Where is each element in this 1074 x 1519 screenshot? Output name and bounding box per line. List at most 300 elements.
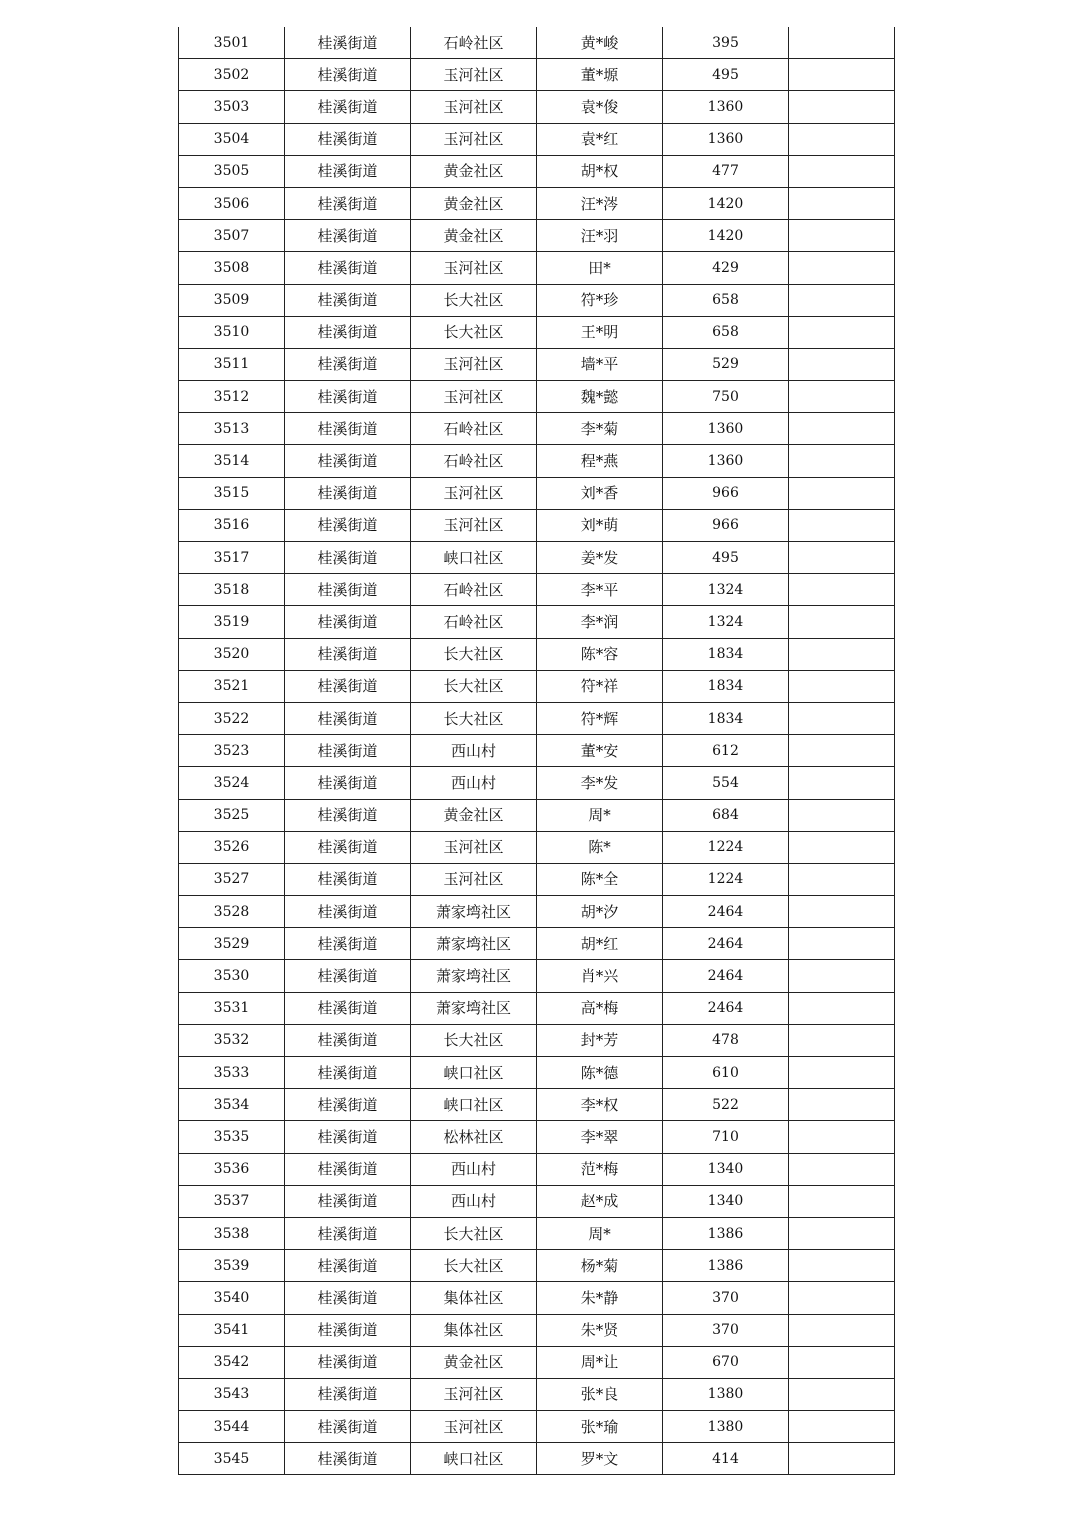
amount-cell: 1360: [663, 413, 789, 445]
table-row: [179, 670, 895, 702]
name-cell: 李*润: [537, 606, 663, 638]
amount-cell: 370: [663, 1282, 789, 1314]
subdistrict-cell: 桂溪街道: [285, 59, 411, 91]
row-number-cell: 3540: [179, 1282, 285, 1314]
remark-cell: [789, 1314, 895, 1346]
subdistrict-cell: 桂溪街道: [285, 284, 411, 316]
subdistrict-cell: 桂溪街道: [285, 1217, 411, 1249]
name-cell: 杨*菊: [537, 1250, 663, 1282]
name-cell: 王*明: [537, 316, 663, 348]
community-cell: 玉河社区: [411, 123, 537, 155]
community-cell: 玉河社区: [411, 1411, 537, 1443]
row-number-cell: 3531: [179, 992, 285, 1024]
amount-cell: 658: [663, 316, 789, 348]
remark-cell: [789, 542, 895, 574]
row-number-cell: 3515: [179, 477, 285, 509]
name-cell: 朱*静: [537, 1282, 663, 1314]
remark-cell: [789, 1282, 895, 1314]
table-row: [179, 702, 895, 734]
table-row: [179, 1250, 895, 1282]
amount-cell: 1834: [663, 638, 789, 670]
amount-cell: 2464: [663, 928, 789, 960]
subdistrict-cell: 桂溪街道: [285, 638, 411, 670]
amount-cell: 478: [663, 1024, 789, 1056]
remark-cell: [789, 252, 895, 284]
community-cell: 峡口社区: [411, 1089, 537, 1121]
name-cell: 李*权: [537, 1089, 663, 1121]
name-cell: 张*良: [537, 1378, 663, 1410]
amount-cell: 1380: [663, 1411, 789, 1443]
name-cell: 汪*羽: [537, 220, 663, 252]
table-row: [179, 316, 895, 348]
community-cell: 长大社区: [411, 638, 537, 670]
remark-cell: [789, 1443, 895, 1475]
subdistrict-cell: 桂溪街道: [285, 1185, 411, 1217]
table-row: [179, 187, 895, 219]
subdistrict-cell: 桂溪街道: [285, 799, 411, 831]
name-cell: 李*翠: [537, 1121, 663, 1153]
subdistrict-cell: 桂溪街道: [285, 606, 411, 638]
community-cell: 西山村: [411, 767, 537, 799]
remark-cell: [789, 735, 895, 767]
remark-cell: [789, 1378, 895, 1410]
amount-cell: 1360: [663, 91, 789, 123]
name-cell: 魏*懿: [537, 381, 663, 413]
row-number-cell: 3541: [179, 1314, 285, 1346]
row-number-cell: 3526: [179, 831, 285, 863]
amount-cell: 1386: [663, 1250, 789, 1282]
row-number-cell: 3511: [179, 348, 285, 380]
table-row: [179, 1217, 895, 1249]
remark-cell: [789, 799, 895, 831]
row-number-cell: 3536: [179, 1153, 285, 1185]
subdistrict-cell: 桂溪街道: [285, 220, 411, 252]
amount-cell: 1324: [663, 606, 789, 638]
name-cell: 墙*平: [537, 348, 663, 380]
amount-cell: 522: [663, 1089, 789, 1121]
community-cell: 长大社区: [411, 670, 537, 702]
subdistrict-cell: 桂溪街道: [285, 1411, 411, 1443]
subdistrict-cell: 桂溪街道: [285, 413, 411, 445]
row-number-cell: 3538: [179, 1217, 285, 1249]
remark-cell: [789, 928, 895, 960]
row-number-cell: 3516: [179, 509, 285, 541]
name-cell: 李*发: [537, 767, 663, 799]
subdistrict-cell: 桂溪街道: [285, 670, 411, 702]
remark-cell: [789, 91, 895, 123]
table-row: [179, 1024, 895, 1056]
subdistrict-cell: 桂溪街道: [285, 155, 411, 187]
amount-cell: 1324: [663, 574, 789, 606]
community-cell: 石岭社区: [411, 574, 537, 606]
table-row: [179, 1443, 895, 1475]
remark-cell: [789, 220, 895, 252]
name-cell: 董*塬: [537, 59, 663, 91]
name-cell: 汪*涔: [537, 187, 663, 219]
row-number-cell: 3517: [179, 542, 285, 574]
subdistrict-cell: 桂溪街道: [285, 1024, 411, 1056]
remark-cell: [789, 1217, 895, 1249]
subdistrict-cell: 桂溪街道: [285, 1346, 411, 1378]
table-row: [179, 27, 895, 59]
remark-cell: [789, 702, 895, 734]
amount-cell: 966: [663, 477, 789, 509]
amount-cell: 750: [663, 381, 789, 413]
community-cell: 玉河社区: [411, 1378, 537, 1410]
amount-cell: 1380: [663, 1378, 789, 1410]
row-number-cell: 3507: [179, 220, 285, 252]
community-cell: 萧家塆社区: [411, 896, 537, 928]
name-cell: 黄*峻: [537, 27, 663, 59]
name-cell: 周*让: [537, 1346, 663, 1378]
remark-cell: [789, 831, 895, 863]
name-cell: 袁*红: [537, 123, 663, 155]
subdistrict-cell: 桂溪街道: [285, 27, 411, 59]
remark-cell: [789, 1057, 895, 1089]
row-number-cell: 3523: [179, 735, 285, 767]
subdistrict-cell: 桂溪街道: [285, 381, 411, 413]
subdistrict-cell: 桂溪街道: [285, 91, 411, 123]
row-number-cell: 3530: [179, 960, 285, 992]
name-cell: 高*梅: [537, 992, 663, 1024]
amount-cell: 1834: [663, 702, 789, 734]
community-cell: 黄金社区: [411, 1346, 537, 1378]
subdistrict-cell: 桂溪街道: [285, 896, 411, 928]
amount-cell: 2464: [663, 896, 789, 928]
table-row: [179, 831, 895, 863]
remark-cell: [789, 59, 895, 91]
remark-cell: [789, 1153, 895, 1185]
remark-cell: [789, 509, 895, 541]
table-row: [179, 1153, 895, 1185]
community-cell: 长大社区: [411, 1250, 537, 1282]
amount-cell: 495: [663, 59, 789, 91]
community-cell: 玉河社区: [411, 831, 537, 863]
community-cell: 峡口社区: [411, 542, 537, 574]
row-number-cell: 3503: [179, 91, 285, 123]
community-cell: 萧家塆社区: [411, 992, 537, 1024]
community-cell: 玉河社区: [411, 252, 537, 284]
table-row: [179, 799, 895, 831]
community-cell: 集体社区: [411, 1314, 537, 1346]
remark-cell: [789, 1411, 895, 1443]
remark-cell: [789, 960, 895, 992]
remark-cell: [789, 1089, 895, 1121]
subdistrict-cell: 桂溪街道: [285, 960, 411, 992]
community-cell: 峡口社区: [411, 1443, 537, 1475]
table-row: [179, 735, 895, 767]
row-number-cell: 3534: [179, 1089, 285, 1121]
row-number-cell: 3520: [179, 638, 285, 670]
amount-cell: 529: [663, 348, 789, 380]
name-cell: 李*菊: [537, 413, 663, 445]
name-cell: 范*梅: [537, 1153, 663, 1185]
community-cell: 西山村: [411, 1153, 537, 1185]
amount-cell: 684: [663, 799, 789, 831]
remark-cell: [789, 445, 895, 477]
table-row: [179, 220, 895, 252]
community-cell: 西山村: [411, 735, 537, 767]
subdistrict-cell: 桂溪街道: [285, 702, 411, 734]
table-row: [179, 413, 895, 445]
community-cell: 黄金社区: [411, 155, 537, 187]
amount-cell: 2464: [663, 992, 789, 1024]
remark-cell: [789, 1185, 895, 1217]
name-cell: 肖*兴: [537, 960, 663, 992]
name-cell: 罗*文: [537, 1443, 663, 1475]
community-cell: 石岭社区: [411, 606, 537, 638]
table-row: [179, 638, 895, 670]
community-cell: 玉河社区: [411, 91, 537, 123]
remark-cell: [789, 27, 895, 59]
amount-cell: 1420: [663, 220, 789, 252]
amount-cell: 477: [663, 155, 789, 187]
name-cell: 陈*全: [537, 863, 663, 895]
row-number-cell: 3514: [179, 445, 285, 477]
amount-cell: 1224: [663, 863, 789, 895]
amount-cell: 1340: [663, 1185, 789, 1217]
table-row: [179, 509, 895, 541]
name-cell: 符*祥: [537, 670, 663, 702]
name-cell: 周*: [537, 799, 663, 831]
name-cell: 李*平: [537, 574, 663, 606]
subdistrict-cell: 桂溪街道: [285, 187, 411, 219]
subdistrict-cell: 桂溪街道: [285, 1121, 411, 1153]
subdistrict-cell: 桂溪街道: [285, 992, 411, 1024]
subdistrict-cell: 桂溪街道: [285, 1378, 411, 1410]
subdistrict-cell: 桂溪街道: [285, 863, 411, 895]
remark-cell: [789, 1346, 895, 1378]
amount-cell: 1340: [663, 1153, 789, 1185]
subdistrict-cell: 桂溪街道: [285, 1443, 411, 1475]
community-cell: 玉河社区: [411, 59, 537, 91]
amount-cell: 1834: [663, 670, 789, 702]
amount-cell: 1360: [663, 123, 789, 155]
community-cell: 玉河社区: [411, 863, 537, 895]
row-number-cell: 3522: [179, 702, 285, 734]
community-cell: 西山村: [411, 1185, 537, 1217]
remark-cell: [789, 1024, 895, 1056]
amount-cell: 670: [663, 1346, 789, 1378]
remark-cell: [789, 992, 895, 1024]
name-cell: 陈*容: [537, 638, 663, 670]
subdistrict-cell: 桂溪街道: [285, 445, 411, 477]
community-cell: 长大社区: [411, 1217, 537, 1249]
remark-cell: [789, 606, 895, 638]
table-row: [179, 1121, 895, 1153]
community-cell: 黄金社区: [411, 799, 537, 831]
table-row: [179, 284, 895, 316]
row-number-cell: 3513: [179, 413, 285, 445]
table-row: [179, 348, 895, 380]
row-number-cell: 3521: [179, 670, 285, 702]
remark-cell: [789, 1121, 895, 1153]
table-body: [179, 27, 895, 1475]
row-number-cell: 3519: [179, 606, 285, 638]
community-cell: 峡口社区: [411, 1057, 537, 1089]
table-row: [179, 1185, 895, 1217]
community-cell: 黄金社区: [411, 187, 537, 219]
subdistrict-cell: 桂溪街道: [285, 348, 411, 380]
name-cell: 刘*香: [537, 477, 663, 509]
amount-cell: 1420: [663, 187, 789, 219]
table-row: [179, 1346, 895, 1378]
community-cell: 玉河社区: [411, 348, 537, 380]
row-number-cell: 3509: [179, 284, 285, 316]
amount-cell: 610: [663, 1057, 789, 1089]
row-number-cell: 3501: [179, 27, 285, 59]
amount-cell: 1224: [663, 831, 789, 863]
subdistrict-cell: 桂溪街道: [285, 767, 411, 799]
name-cell: 陈*: [537, 831, 663, 863]
row-number-cell: 3524: [179, 767, 285, 799]
table-row: [179, 928, 895, 960]
remark-cell: [789, 155, 895, 187]
subdistrict-cell: 桂溪街道: [285, 123, 411, 155]
row-number-cell: 3512: [179, 381, 285, 413]
name-cell: 姜*发: [537, 542, 663, 574]
table-row: [179, 863, 895, 895]
row-number-cell: 3529: [179, 928, 285, 960]
row-number-cell: 3510: [179, 316, 285, 348]
amount-cell: 554: [663, 767, 789, 799]
row-number-cell: 3537: [179, 1185, 285, 1217]
amount-cell: 710: [663, 1121, 789, 1153]
row-number-cell: 3528: [179, 896, 285, 928]
table-row: [179, 59, 895, 91]
amount-cell: 414: [663, 1443, 789, 1475]
remark-cell: [789, 381, 895, 413]
row-number-cell: 3525: [179, 799, 285, 831]
row-number-cell: 3543: [179, 1378, 285, 1410]
row-number-cell: 3545: [179, 1443, 285, 1475]
community-cell: 玉河社区: [411, 509, 537, 541]
document-page: [178, 27, 894, 1475]
name-cell: 朱*贤: [537, 1314, 663, 1346]
table-row: [179, 155, 895, 187]
subdistrict-cell: 桂溪街道: [285, 1057, 411, 1089]
remark-cell: [789, 1250, 895, 1282]
row-number-cell: 3527: [179, 863, 285, 895]
row-number-cell: 3504: [179, 123, 285, 155]
community-cell: 集体社区: [411, 1282, 537, 1314]
remark-cell: [789, 896, 895, 928]
amount-cell: 658: [663, 284, 789, 316]
community-cell: 长大社区: [411, 702, 537, 734]
subdistrict-cell: 桂溪街道: [285, 509, 411, 541]
row-number-cell: 3533: [179, 1057, 285, 1089]
remark-cell: [789, 284, 895, 316]
remark-cell: [789, 123, 895, 155]
amount-cell: 429: [663, 252, 789, 284]
table-row: [179, 542, 895, 574]
row-number-cell: 3542: [179, 1346, 285, 1378]
name-cell: 周*: [537, 1217, 663, 1249]
amount-cell: 395: [663, 27, 789, 59]
subdistrict-cell: 桂溪街道: [285, 1089, 411, 1121]
table-row: [179, 477, 895, 509]
row-number-cell: 3539: [179, 1250, 285, 1282]
table-row: [179, 574, 895, 606]
name-cell: 陈*德: [537, 1057, 663, 1089]
subdistrict-cell: 桂溪街道: [285, 831, 411, 863]
name-cell: 张*瑜: [537, 1411, 663, 1443]
community-cell: 玉河社区: [411, 477, 537, 509]
name-cell: 符*辉: [537, 702, 663, 734]
community-cell: 长大社区: [411, 284, 537, 316]
amount-cell: 612: [663, 735, 789, 767]
amount-cell: 2464: [663, 960, 789, 992]
subdistrict-cell: 桂溪街道: [285, 574, 411, 606]
table-row: [179, 1089, 895, 1121]
name-cell: 程*燕: [537, 445, 663, 477]
subdistrict-cell: 桂溪街道: [285, 477, 411, 509]
row-number-cell: 3544: [179, 1411, 285, 1443]
table-row: [179, 896, 895, 928]
remark-cell: [789, 316, 895, 348]
amount-cell: 370: [663, 1314, 789, 1346]
remark-cell: [789, 863, 895, 895]
table-row: [179, 252, 895, 284]
row-number-cell: 3505: [179, 155, 285, 187]
table-row: [179, 445, 895, 477]
table-row: [179, 960, 895, 992]
name-cell: 袁*俊: [537, 91, 663, 123]
community-cell: 玉河社区: [411, 381, 537, 413]
table-row: [179, 381, 895, 413]
table-row: [179, 1057, 895, 1089]
remark-cell: [789, 638, 895, 670]
amount-cell: 966: [663, 509, 789, 541]
remark-cell: [789, 187, 895, 219]
table-row: [179, 767, 895, 799]
amount-cell: 1386: [663, 1217, 789, 1249]
row-number-cell: 3535: [179, 1121, 285, 1153]
subdistrict-cell: 桂溪街道: [285, 735, 411, 767]
remark-cell: [789, 477, 895, 509]
subdistrict-cell: 桂溪街道: [285, 1250, 411, 1282]
community-cell: 萧家塆社区: [411, 960, 537, 992]
name-cell: 董*安: [537, 735, 663, 767]
subdistrict-cell: 桂溪街道: [285, 542, 411, 574]
table-row: [179, 992, 895, 1024]
table-row: [179, 1282, 895, 1314]
row-number-cell: 3508: [179, 252, 285, 284]
remark-cell: [789, 767, 895, 799]
subdistrict-cell: 桂溪街道: [285, 928, 411, 960]
table-row: [179, 1378, 895, 1410]
data-table: [178, 27, 895, 1475]
table-row: [179, 1411, 895, 1443]
name-cell: 胡*汐: [537, 896, 663, 928]
name-cell: 刘*萌: [537, 509, 663, 541]
row-number-cell: 3506: [179, 187, 285, 219]
community-cell: 石岭社区: [411, 413, 537, 445]
community-cell: 长大社区: [411, 1024, 537, 1056]
subdistrict-cell: 桂溪街道: [285, 1314, 411, 1346]
name-cell: 胡*权: [537, 155, 663, 187]
remark-cell: [789, 413, 895, 445]
remark-cell: [789, 670, 895, 702]
subdistrict-cell: 桂溪街道: [285, 252, 411, 284]
subdistrict-cell: 桂溪街道: [285, 316, 411, 348]
remark-cell: [789, 574, 895, 606]
name-cell: 田*: [537, 252, 663, 284]
name-cell: 封*芳: [537, 1024, 663, 1056]
remark-cell: [789, 348, 895, 380]
amount-cell: 495: [663, 542, 789, 574]
community-cell: 黄金社区: [411, 220, 537, 252]
